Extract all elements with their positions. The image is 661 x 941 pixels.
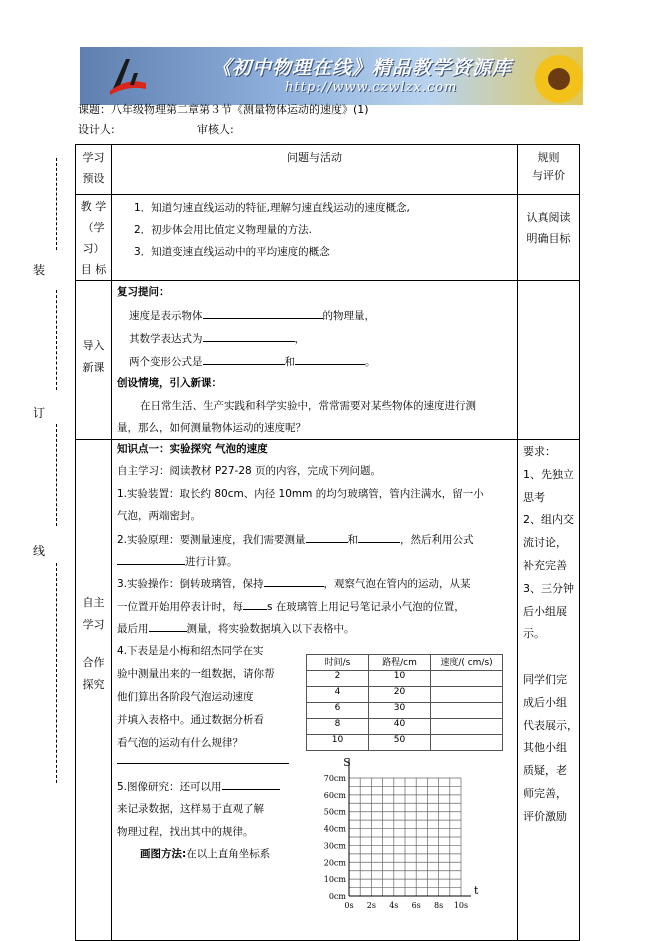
evaluation-line: 成后小组 [523,695,567,709]
data-cell-input[interactable] [431,719,503,735]
table-row: 6 30 [307,703,503,719]
evaluation-line [523,646,579,669]
banner [80,47,583,105]
binding-line [56,563,57,783]
blank-field[interactable] [203,353,285,365]
y-tick-label: 40cm [323,824,346,834]
table-row: 4 20 [307,687,503,703]
review-title: 复习提问： [117,286,170,298]
evaluation-line: 思考 [523,490,545,504]
header-cell-preset: 学习 预设 [76,145,112,195]
evaluation-line: 同学们完 [523,672,567,686]
study-evaluation [518,440,580,941]
blank-field[interactable] [203,330,295,342]
data-cell-input[interactable] [431,687,503,703]
y-tick-label: 60cm [323,790,346,800]
blank-field[interactable] [306,531,348,543]
header-cell-evaluation: 规则 与评价 [518,145,580,195]
evaluation-line: 流讨论， [523,536,567,550]
scene-title: 创设情境，引入新课： [117,377,222,389]
goals-label: 教 学 （学习） 目 标 [76,195,112,281]
banner-title: 《初中物理在线》精品教学资源库 [212,57,513,79]
binding-line [56,290,57,390]
binding-char-3: 线 [33,544,46,558]
reviewer-label: 审核人: [197,123,234,136]
y-tick-label: 70cm [323,774,346,783]
evaluation-line: 2、组内交 [523,513,574,527]
data-cell-input[interactable] [431,735,503,751]
table-row: 10 50 [307,735,503,751]
data-table [306,654,503,751]
banner-url: http://www.czwlzx.com [285,80,458,95]
binding-char-1: 装 [33,263,46,277]
goal-item: 1．知道匀速直线运动的特征,理解匀速直线运动的速度概念, [134,202,410,214]
intro-evaluation [518,281,580,440]
goal-item: 2．初步体会用比值定义物理量的方法. [134,224,313,236]
lesson-topic: 课题：八年级物理第二章第３节《测量物体运动的速度》(1) [78,103,369,116]
y-axis-label: S [343,756,351,769]
goals-content [112,195,518,281]
blank-field[interactable] [149,620,187,632]
evaluation-line: 补充完善 [523,558,567,572]
blank-field[interactable] [264,575,324,587]
y-tick-label: 20cm [323,858,346,868]
blank-field[interactable] [243,598,267,610]
data-col-header: 时间/s [307,655,369,671]
table-row: 8 40 [307,719,503,735]
evaluation-line: 后小组展 [523,604,567,618]
logo-icon [106,55,150,97]
binding-line [56,424,57,526]
evaluation-line: 代表展示， [523,718,578,732]
y-tick-label: 50cm [323,807,346,817]
x-axis-label: t [474,884,479,897]
x-tick-label: 4s [389,901,399,910]
lesson-table [75,144,580,941]
header-cell-activity: 问题与活动 [112,145,518,195]
x-tick-label: 8s [433,901,444,910]
evaluation-line: 1、先独立 [523,467,574,481]
binding-char-2: 订 [33,406,46,420]
x-tick-label: 2s [366,901,377,910]
data-cell-input[interactable] [431,703,503,719]
knowledge-point-title: 知识点一：实验探究 气泡的速度 [117,443,268,455]
evaluation-line: 其他小组 [523,741,567,755]
intro-content: 复习提问： 速度是表示物体 的物理量， 其数学表达式为 ， 两个变形公式是 和 。 创设情境，引入新课： 在日常生活、生产实践和科学实验中，常常需要对某些物体的速度进行测 量，那么，如何测量物体运动的速度呢？ [112,281,518,440]
y-tick-label: 10cm [323,875,346,885]
study-content: 知识点一：实验探究 气泡的速度 自主学习：阅读教材 P27-28 页的内容，完成下列问题。 1.实验装置：取长约 80cm、内径 10mm 的均匀玻璃管，管内注满水，留一小 气泡，两端密封。 2.实验原理：要测量速度，我们需要测量 和 ，然后利用公式 进行计算。 3.实验操作：倒转玻璃管，保持 ，观察气泡在管内的运动，从某 一位置开始用停表计时，每 s 在玻璃管上用记号笔记录小气泡的位置， 最后用 测量，将实验数据填入以下表格中。 4.下表是是小梅和绍杰同学在实 验中测量出来的一组数据，请你帮 他们算出各阶段气泡运动速度 并填入表格中。通过数据分析看 看气泡的运动有什么规律？ 时间/s 路程/cm 速度/( cm/s) 2 10 4 20 6 30 8 40 10 50 5.图像研究：还可以用 来记录数据，这样易于直观了解 物理过程，找出其中的规律。 画图方法:在以上直角坐标系 S t 0cm 10cm 20cm 30cm 40cm 50cm 60cm 70cm 0s 2s 4s 6s 8s 10s [112,440,518,941]
y-tick-label: 30cm [323,841,346,851]
data-cell-input[interactable] [431,671,503,687]
evaluation-line: 示。 [523,627,545,641]
goal-item: 3．知道变速直线运动中的平均速度的概念 [134,246,330,258]
sunflower-icon [531,51,587,107]
blank-field[interactable] [203,307,323,319]
blank-field[interactable] [222,778,280,790]
y-tick-label: 0cm [328,892,346,901]
evaluation-line: 师完善， [523,786,567,800]
blank-field[interactable] [358,531,400,543]
study-label: 自主 学习 合作 探究 [76,440,112,941]
intro-label: 导入 新课 [76,281,112,440]
blank-field[interactable] [117,553,185,565]
data-col-header: 速度/( cm/s) [431,655,503,671]
designer-label: 设计人: [78,123,115,136]
blank-field[interactable] [295,353,365,365]
binding-line [56,158,57,250]
evaluation-line: 要求： [523,445,556,458]
coordinate-graph [311,756,479,910]
data-col-header: 路程/cm [369,655,431,671]
blank-field[interactable] [117,752,289,764]
evaluation-line: 质疑，老 [523,764,567,778]
evaluation-line: 评价激励 [523,809,567,823]
x-tick-label: 10s [453,901,469,910]
x-tick-label: 6s [411,901,421,910]
goals-evaluation: 认真阅读 明确目标 [518,195,580,281]
x-tick-label: 0s [344,901,354,910]
evaluation-line: 3、三分钟 [523,581,574,595]
table-row: 2 10 [307,671,503,687]
